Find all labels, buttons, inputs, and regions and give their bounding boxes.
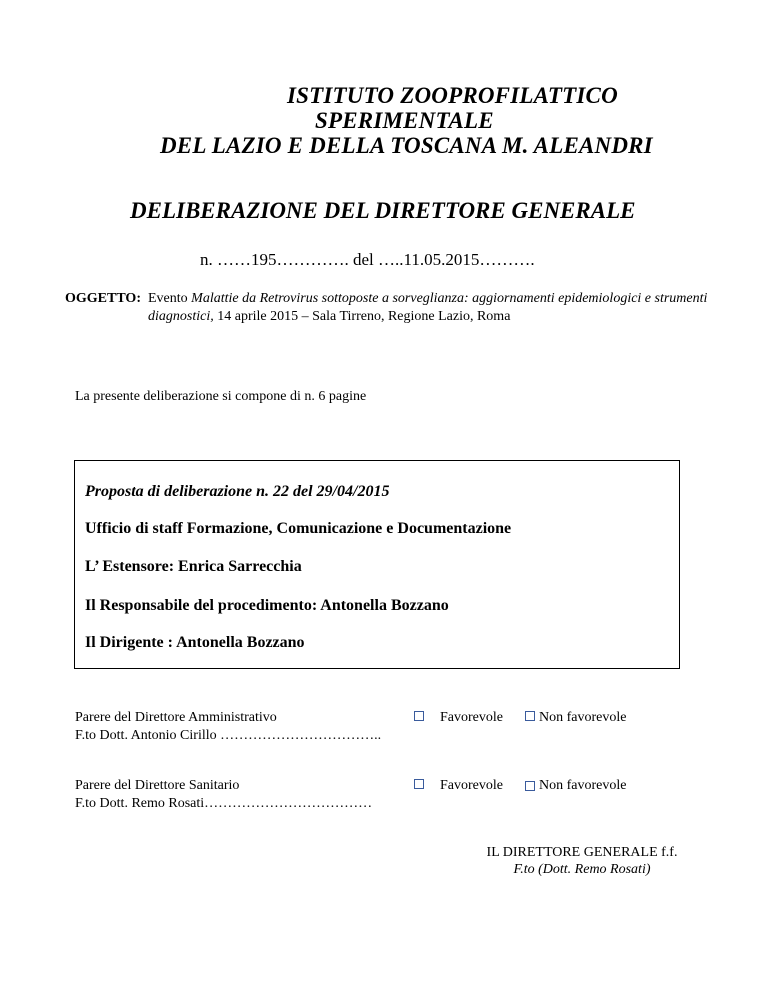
institute-name-line2: SPERIMENTALE bbox=[315, 108, 494, 133]
pages-note: La presente deliberazione si compone di n. 6 pagine bbox=[75, 389, 367, 404]
admin-director-title: Parere del Direttore Amministrativo bbox=[75, 710, 277, 725]
admin-non-favorevole-checkbox[interactable] bbox=[525, 711, 535, 721]
subject-event-title: Malattie da Retrovirus sottoposte a sorveglianza: aggiornamenti epidemiologici e strumenti diagnostici, bbox=[148, 291, 708, 324]
health-non-favorevole-checkbox[interactable] bbox=[525, 781, 535, 791]
director-general-title: IL DIRETTORE GENERALE f.f. bbox=[486, 845, 678, 860]
proposal-title: Proposta di deliberazione n. 22 del 29/04/2015 bbox=[85, 483, 390, 500]
subject-section bbox=[65, 290, 715, 350]
admin-favorevole-checkbox[interactable] bbox=[414, 711, 424, 721]
health-director-signature: F.to Dott. Remo Rosati……………………………… bbox=[75, 796, 373, 811]
proposal-responsabile: Il Responsabile del procedimento: Antonella Bozzano bbox=[85, 597, 449, 614]
health-director-opinion bbox=[75, 777, 372, 813]
deliberation-title: DELIBERAZIONE DEL DIRETTORE GENERALE bbox=[130, 198, 636, 223]
director-general-name: F.to (Dott. Remo Rosati) bbox=[513, 862, 651, 877]
health-director-title: Parere del Direttore Sanitario bbox=[75, 778, 240, 793]
subject-prefix: Evento bbox=[148, 291, 192, 306]
subject-text bbox=[148, 290, 708, 326]
institute-name-line1: ISTITUTO ZOOPROFILATTICO bbox=[287, 83, 618, 108]
health-non-favorevole-label: Non favorevole bbox=[539, 778, 627, 793]
proposal-office: Ufficio di staff Formazione, Comunicazione e Documentazione bbox=[85, 520, 512, 537]
proposal-box bbox=[74, 460, 680, 669]
health-favorevole-label: Favorevole bbox=[440, 778, 503, 793]
admin-director-opinion bbox=[75, 709, 381, 745]
proposal-dirigente: Il Dirigente : Antonella Bozzano bbox=[85, 634, 305, 651]
deliberation-number-date: n. ……195…………. del …..11.05.2015………. bbox=[200, 250, 535, 269]
proposal-estensore: L’ Estensore: Enrica Sarrecchia bbox=[85, 558, 302, 575]
institute-name-line3: DEL LAZIO E DELLA TOSCANA M. ALEANDRI bbox=[160, 133, 653, 158]
admin-favorevole-label: Favorevole bbox=[440, 710, 503, 725]
admin-director-signature: F.to Dott. Antonio Cirillo …………………………….. bbox=[75, 728, 382, 743]
subject-label: OGGETTO: bbox=[65, 291, 141, 306]
subject-suffix: 14 aprile 2015 – Sala Tirreno, Regione Lazio, Roma bbox=[213, 309, 511, 324]
admin-non-favorevole-label: Non favorevole bbox=[539, 710, 627, 725]
health-favorevole-checkbox[interactable] bbox=[414, 779, 424, 789]
